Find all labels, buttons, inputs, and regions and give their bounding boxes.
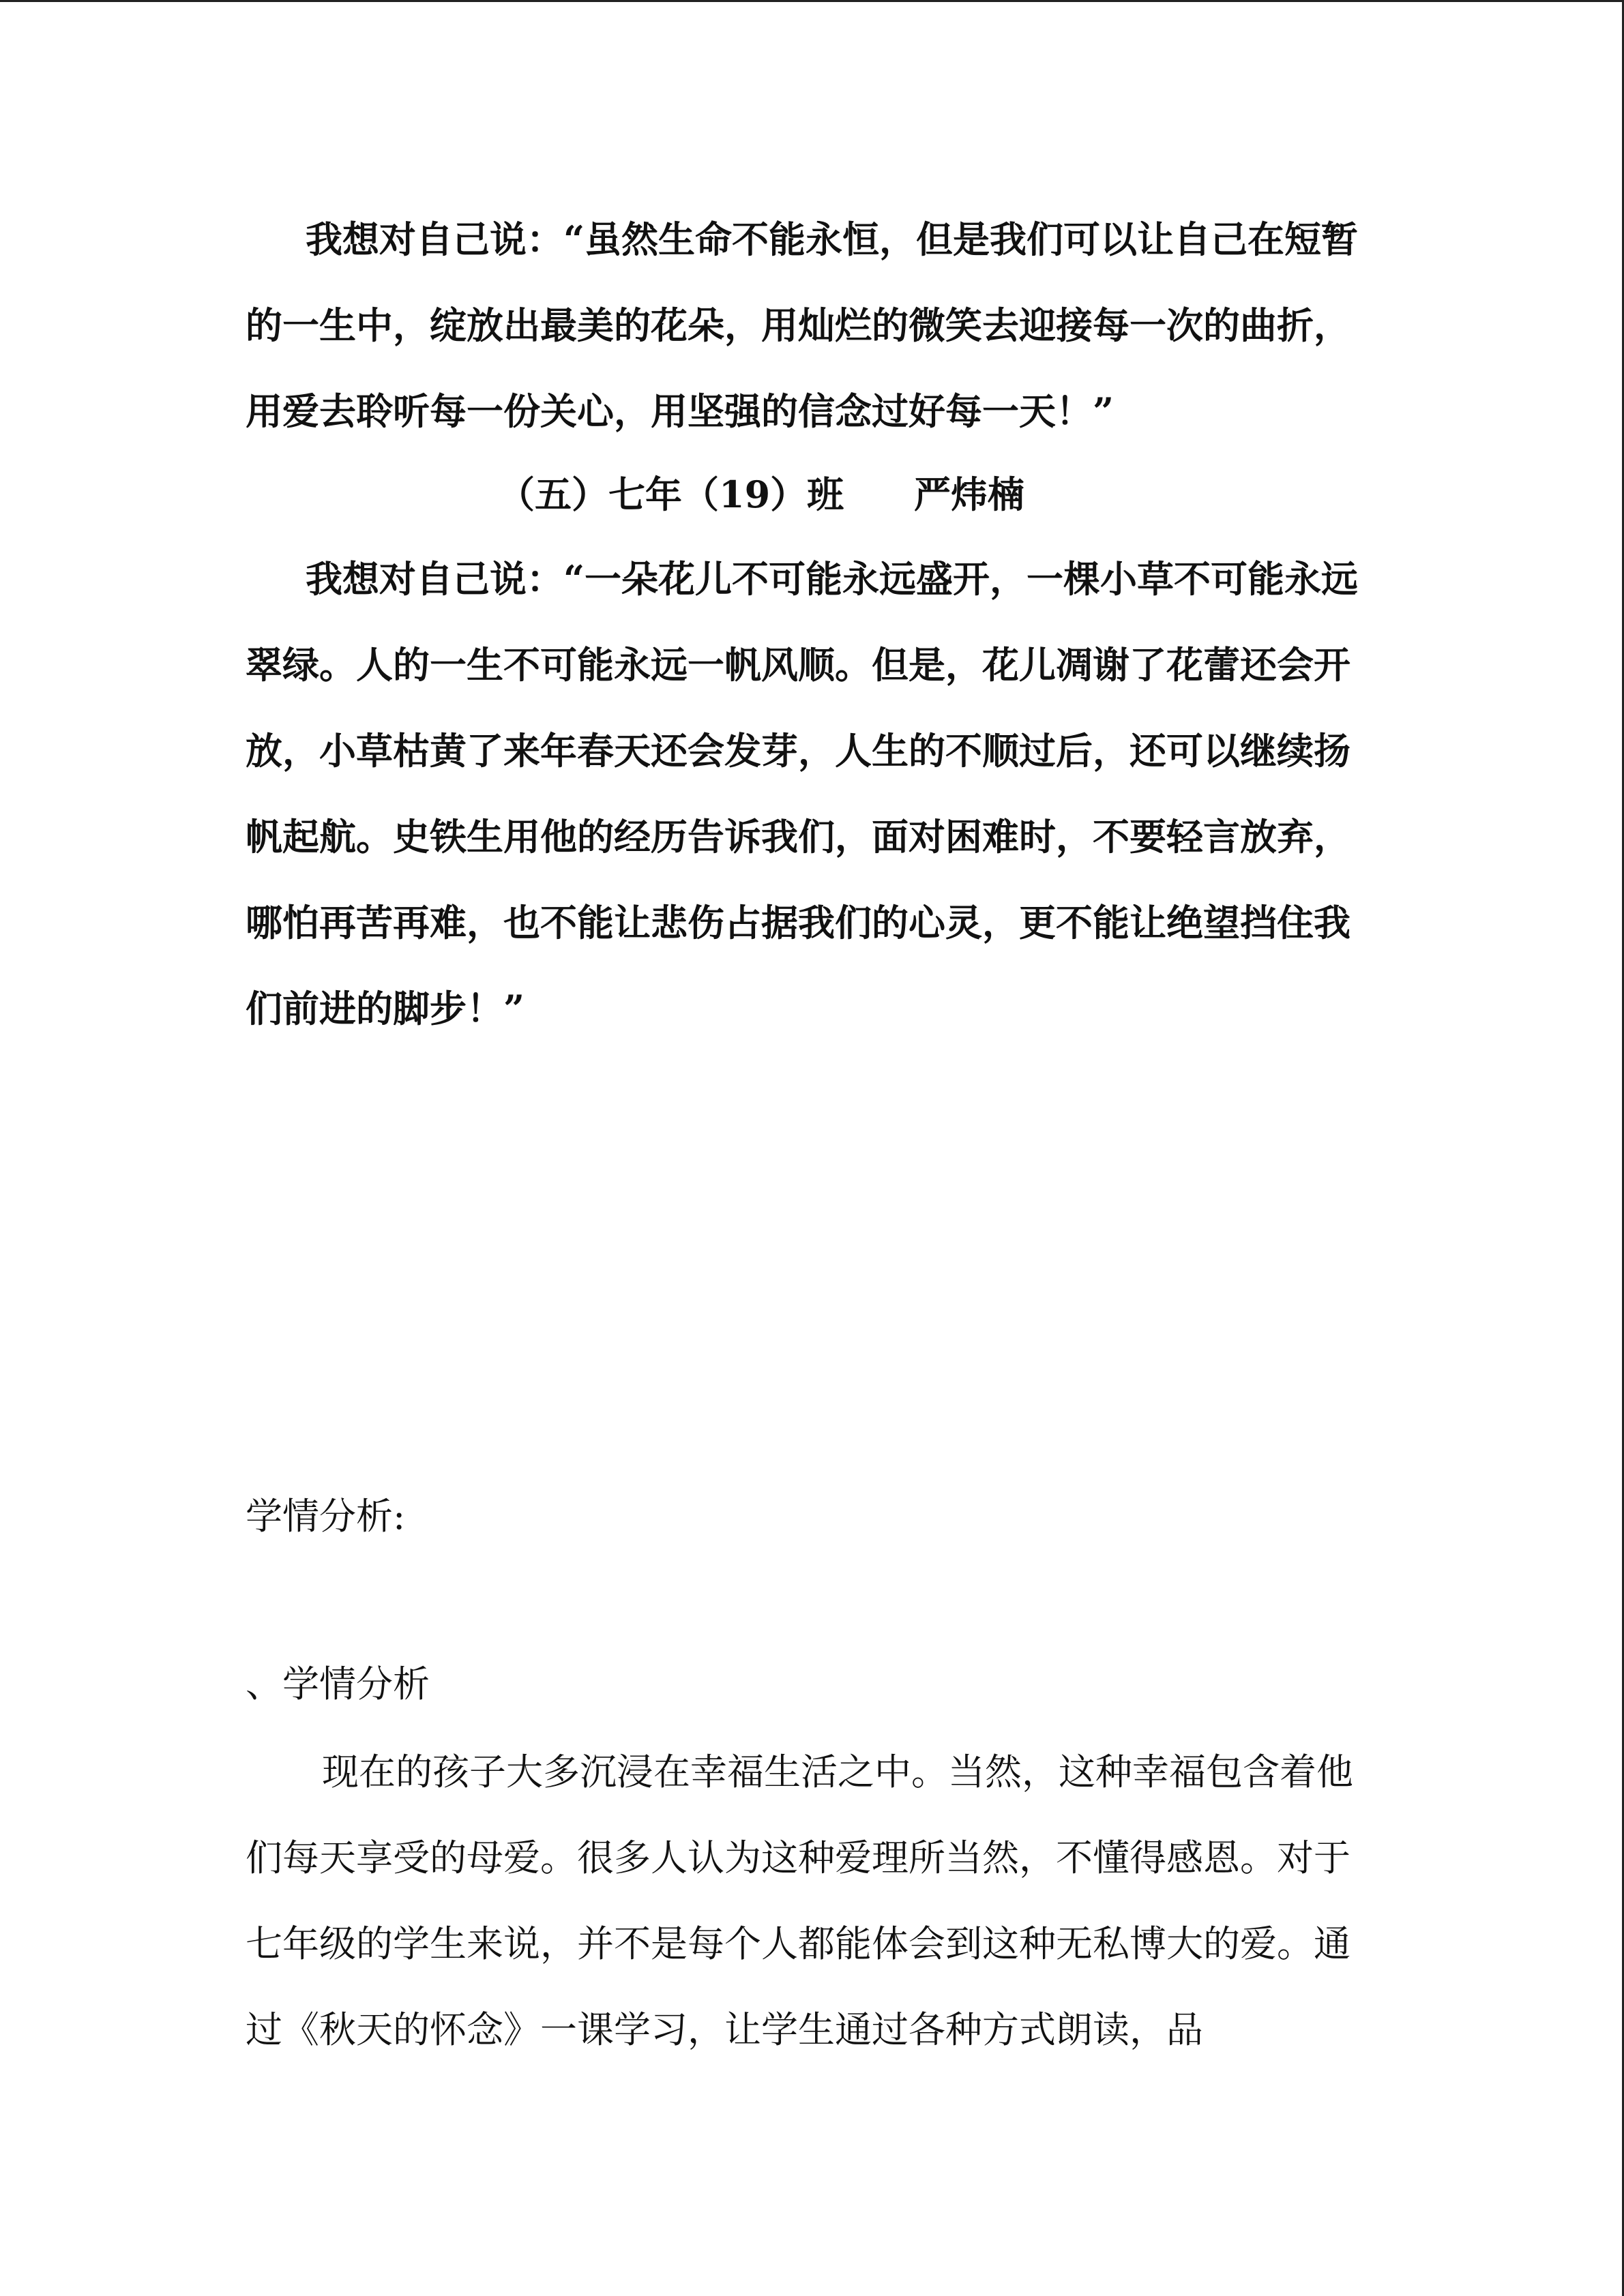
subheading: 、学情分析 (246, 1663, 430, 1705)
quote-paragraph-2: 我想对自己说：“一朵花儿不可能永远盛开，一棵小草不可能永远翠绿。人的一生不可能永远一帆风顺。但是，花儿凋谢了花蕾还会开放，小草枯黄了来年春天还会发芽，人生的不顺过后，还可以继续扬帆起航。史铁生用他的经历告诉我们，面对困难时，不要轻言放弃，哪怕再苦再难，也不能让悲伤占据我们的心灵，更不能让绝望挡住我们前进的脚步！” (246, 557, 1359, 1030)
page-border-top (0, 0, 1624, 2)
section-heading: 学情分析: (246, 1495, 406, 1538)
quote-paragraph-1: 我想对自己说：“虽然生命不能永恒，但是我们可以让自己在短暂的一生中，绽放出最美的花朵，用灿烂的微笑去迎接每一次的曲折，用爱去聆听每一份关心，用坚强的信念过好每一天！” (246, 218, 1359, 433)
attribution-class: （五）七年（19）班 (498, 473, 844, 516)
analysis-paragraph: 现在的孩子大多沉浸在幸福生活之中。当然，这种幸福包含着他们每天享受的母爱。很多人认为这种爱理所当然，不懂得感恩。对于七年级的学生来说，并不是每个人都能体会到这种无私博大的爱。通过《秋天的怀念》一课学习，让学生通过各种方式朗读，品 (246, 1750, 1353, 2051)
attribution-name: 严炜楠 (914, 473, 1024, 516)
attribution-line (246, 451, 1378, 537)
